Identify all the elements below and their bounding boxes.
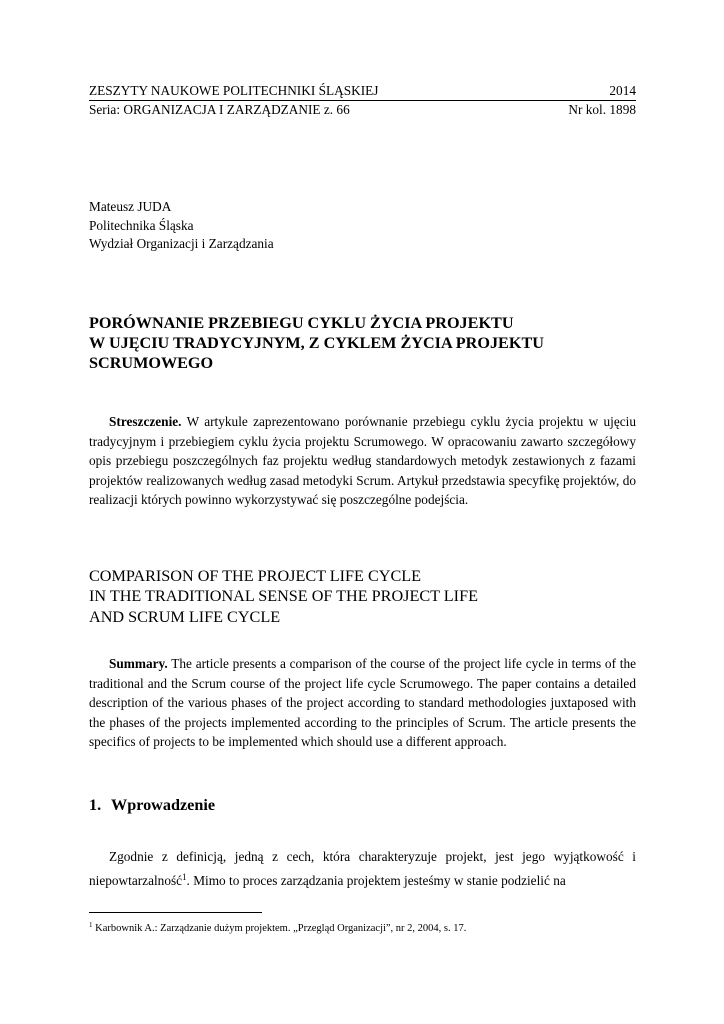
abstract-english bbox=[89, 654, 636, 752]
footnote-mark: 1 bbox=[89, 921, 93, 929]
section-title: Wprowadzenie bbox=[111, 796, 216, 814]
title-pl-line: PORÓWNANIE PRZEBIEGU CYKLU ŻYCIA PROJEKTU bbox=[89, 314, 514, 332]
footnote-text: Karbownik A.: Zarządzanie dużym projektem. „Przegląd Organizacji”, nr 2, 2004, s. 17. bbox=[95, 923, 467, 934]
running-header-top bbox=[89, 82, 636, 99]
author-block bbox=[89, 198, 274, 254]
title-pl-line: SCRUMOWEGO bbox=[89, 354, 214, 372]
footnote-rule bbox=[89, 912, 262, 913]
abstract-pl-text: W artykule zaprezentowano porównanie przebiegu cyklu życia projektu w ujęciu tradycyjnym i przebiegiem cyklu życia projektu Scrumowego. W opracowaniu zawarto szczegółowy opis przebiegu poszczególnych faz projektu według standardowych metodyk zestawionych z fazami projektów realizowanych według zasad metodyki Scrum. Artykuł przedstawia specyfikę projektów, do realizacji których powinno wykorzystywać się poszczególne podejścia. bbox=[89, 414, 636, 508]
author-name: Mateusz JUDA bbox=[89, 199, 172, 214]
abstract-pl-label: Streszczenie. bbox=[109, 414, 182, 429]
journal-series: Seria: ORGANIZACJA I ZARZĄDZANIE z. 66 bbox=[89, 102, 350, 117]
abstract-en-text: The article presents a comparison of the course of the project life cycle in terms of the traditional and the Scrum course of the project life cycle Scrumowego. The paper contains a detailed description of the various phases of the project according to standard methodologies juxtaposed with the phases of the projects implemented according to the principles of Scrum. The article presents the specifics of projects to be implemented which should use a different approach. bbox=[89, 656, 636, 750]
footnote bbox=[89, 922, 466, 936]
abstract-polish bbox=[89, 412, 636, 510]
author-department: Wydział Organizacji i Zarządzania bbox=[89, 236, 274, 251]
abstract-en-label: Summary. bbox=[109, 656, 168, 671]
journal-year: 2014 bbox=[609, 83, 636, 98]
author-affiliation: Politechnika Śląska bbox=[89, 217, 194, 233]
title-en-line: AND SCRUM LIFE CYCLE bbox=[89, 607, 281, 626]
title-english bbox=[89, 566, 636, 627]
body-text-after: . Mimo to proces zarządzania projektem jesteśmy w stanie podzielić na bbox=[186, 873, 566, 888]
title-pl-line: W UJĘCIU TRADYCYJNYM, Z CYKLEM ŻYCIA PROJEKTU bbox=[89, 334, 544, 352]
body-paragraph bbox=[89, 845, 636, 893]
title-en-line: IN THE TRADITIONAL SENSE OF THE PROJECT LIFE bbox=[89, 587, 478, 606]
journal-volume: Nr kol. 1898 bbox=[568, 102, 636, 117]
section-heading bbox=[89, 796, 215, 815]
journal-name: ZESZYTY NAUKOWE POLITECHNIKI ŚLĄSKIEJ bbox=[89, 83, 379, 98]
title-en-line: COMPARISON OF THE PROJECT LIFE CYCLE bbox=[89, 567, 422, 585]
section-number: 1. bbox=[89, 796, 102, 814]
footnote-reference[interactable]: 1 bbox=[182, 872, 187, 882]
title-polish bbox=[89, 313, 636, 373]
running-header-bottom bbox=[89, 101, 636, 118]
body-text-before: Zgodnie z definicją, jedną z cech, która charakteryzuje projekt, jest jego wyjątkowość i niepowtarzalność bbox=[89, 849, 636, 888]
